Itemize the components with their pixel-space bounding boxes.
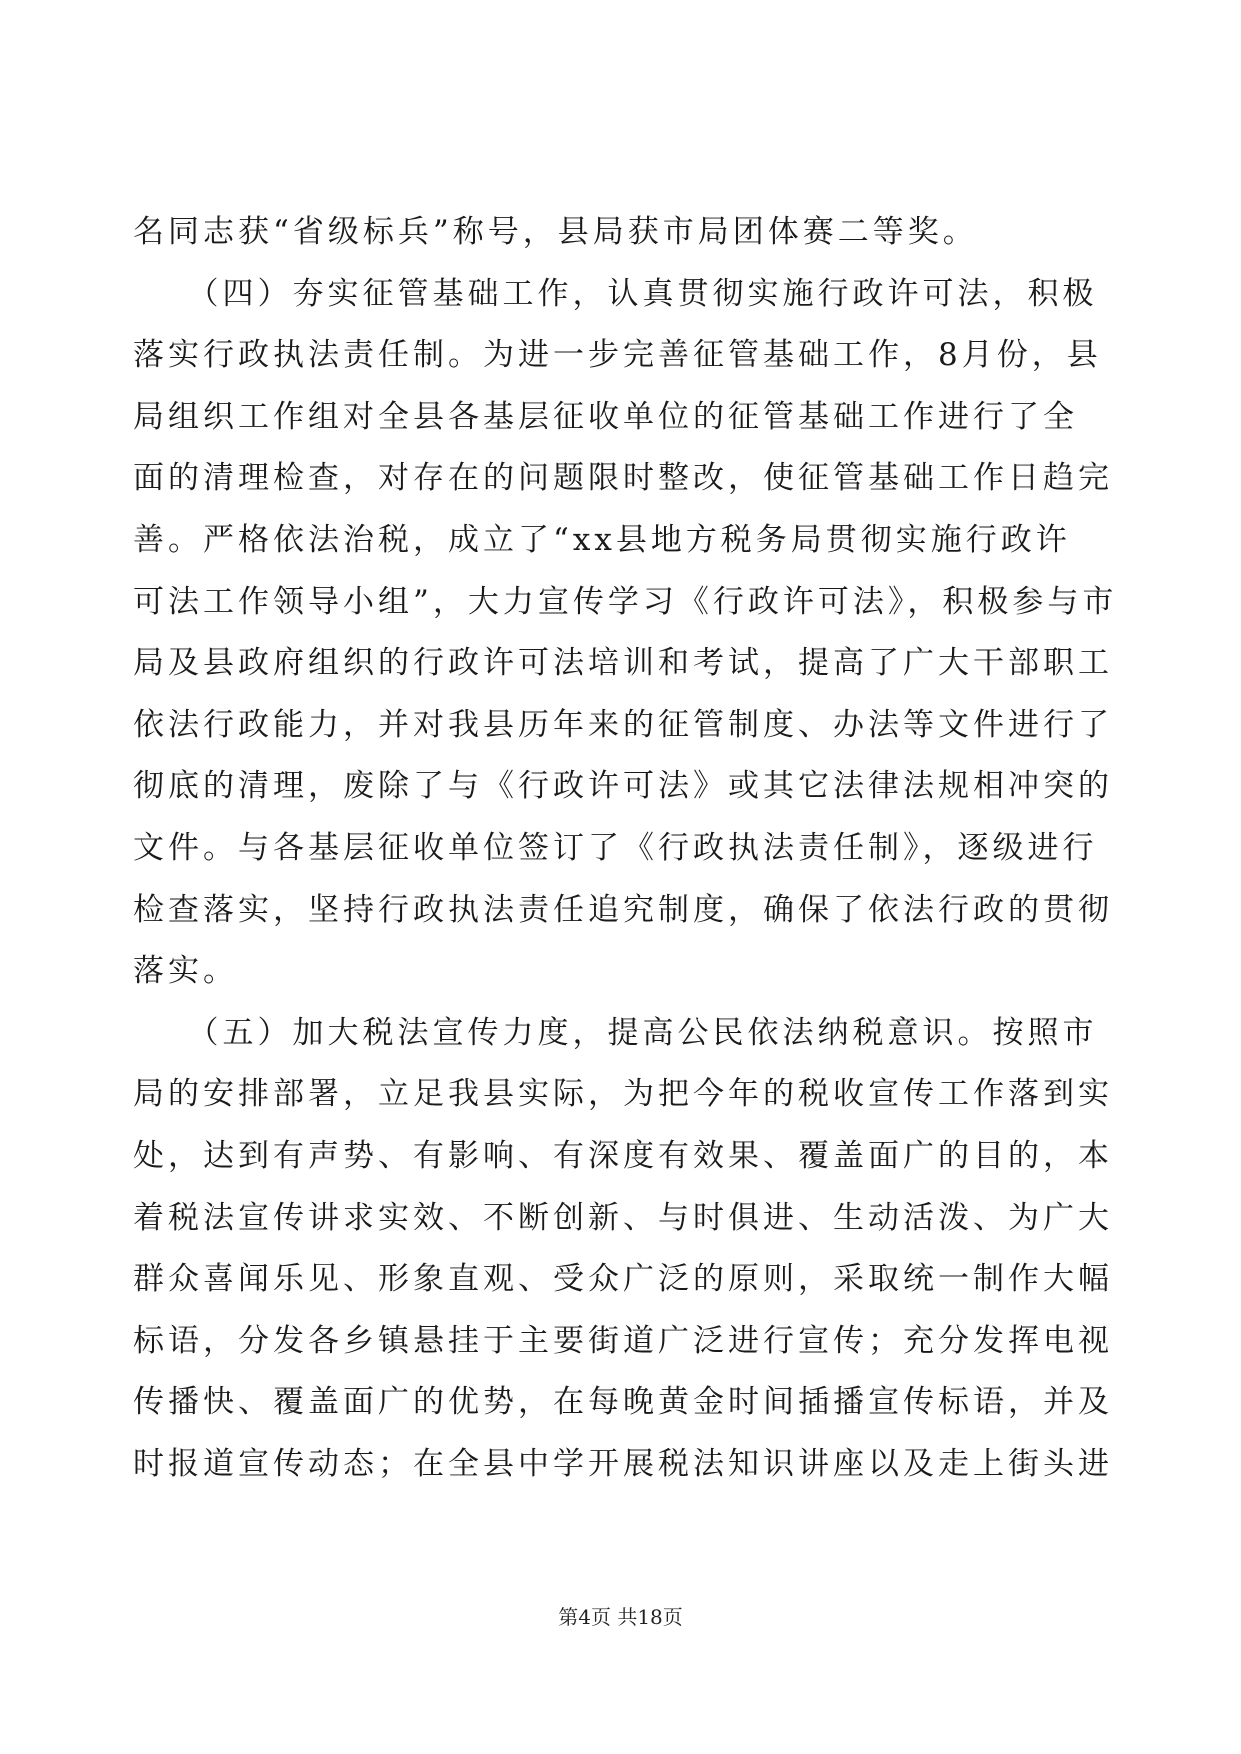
text-line: 局的安排部署，立足我县实际，为把今年的税收宣传工作落到实: [133, 1076, 1113, 1113]
text-line: （五）加大税法宣传力度，提高公民依法纳税意识。按照市: [133, 1014, 1098, 1051]
text-line: 落实行政执法责任制。为进一步完善征管基础工作，8月份，县: [133, 337, 1102, 374]
text-line: 传播快、覆盖面广的优势，在每晚黄金时间插播宣传标语，并及: [133, 1384, 1113, 1421]
text-line: 局组织工作组对全县各基层征收单位的征管基础工作进行了全: [133, 398, 1078, 435]
text-line: 落实。: [133, 953, 238, 990]
text-line: 局及县政府组织的行政许可法培训和考试，提高了广大干部职工: [133, 645, 1113, 682]
text-line: 面的清理检查，对存在的问题限时整改，使征管基础工作日趋完: [133, 460, 1113, 497]
text-line: 群众喜闻乐见、形象直观、受众广泛的原则，采取统一制作大幅: [133, 1261, 1113, 1298]
text-line: 可法工作领导小组”，大力宣传学习《行政许可法》，积极参与市: [133, 583, 1118, 620]
text-line: 标语，分发各乡镇悬挂于主要街道广泛进行宣传；充分发挥电视: [133, 1322, 1113, 1359]
text-line: 文件。与各基层征收单位签订了《行政执法责任制》，逐级进行: [133, 829, 1098, 866]
text-line: 着税法宣传讲求实效、不断创新、与时俱进、生动活泼、为广大: [133, 1199, 1113, 1236]
document-body: [133, 202, 1118, 1495]
page-number-footer: 第4页 共18页: [558, 1605, 683, 1629]
text-line: 彻底的清理，废除了与《行政许可法》或其它法律法规相冲突的: [133, 768, 1113, 805]
text-line: 检查落实，坚持行政执法责任追究制度，确保了依法行政的贯彻: [133, 891, 1113, 928]
text-line: 时报道宣传动态；在全县中学开展税法知识讲座以及走上街头进: [133, 1445, 1113, 1482]
text-line: 处，达到有声势、有影响、有深度有效果、覆盖面广的目的，本: [133, 1137, 1113, 1174]
text-line: 名同志获“省级标兵”称号，县局获市局团体赛二等奖。: [133, 214, 978, 250]
text-line: 善。严格依法治税，成立了“xx县地方税务局贯彻实施行政许: [133, 521, 1071, 558]
text-line: 依法行政能力，并对我县历年来的征管制度、办法等文件进行了: [133, 706, 1113, 743]
text-line: （四）夯实征管基础工作，认真贯彻实施行政许可法，积极: [133, 275, 1098, 312]
